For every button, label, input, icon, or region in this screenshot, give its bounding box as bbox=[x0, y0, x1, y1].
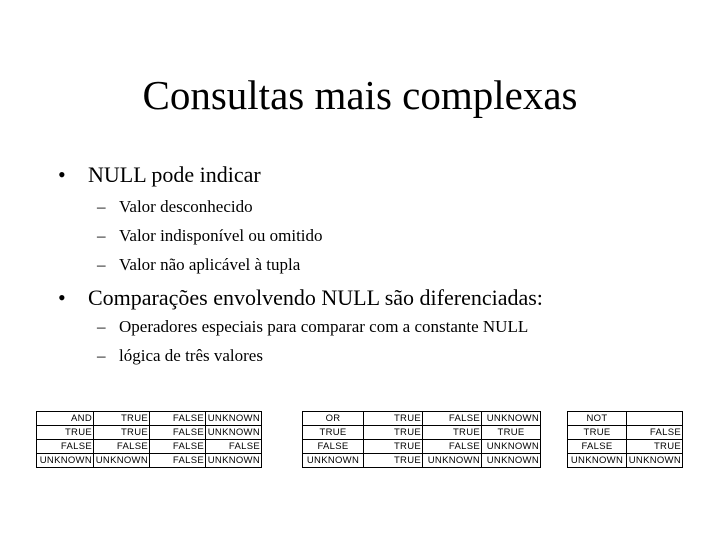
bullet-text: Comparações envolvendo NULL são diferenciadas: bbox=[88, 285, 543, 310]
table-cell: UNKNOWN bbox=[206, 426, 262, 440]
dash: – bbox=[97, 197, 106, 216]
table-cell: FALSE bbox=[206, 440, 262, 454]
table-cell: UNKNOWN bbox=[206, 454, 262, 468]
subitem bbox=[97, 226, 323, 246]
table-row bbox=[37, 454, 262, 468]
table-cell: UNKNOWN bbox=[482, 412, 541, 426]
table-row bbox=[303, 426, 541, 440]
subitem-text: Valor desconhecido bbox=[119, 197, 253, 216]
table-cell: TRUE bbox=[94, 412, 150, 426]
not-truth-table bbox=[567, 411, 683, 468]
table-cell: NOT bbox=[568, 412, 627, 426]
bullet-dot: • bbox=[58, 162, 66, 187]
bullet-dot: • bbox=[58, 285, 66, 310]
subitem bbox=[97, 197, 253, 217]
and-truth-table bbox=[36, 411, 262, 468]
subitem bbox=[97, 317, 528, 337]
subitem-text: lógica de três valores bbox=[119, 346, 263, 365]
table-cell: UNKNOWN bbox=[482, 440, 541, 454]
table-cell: FALSE bbox=[150, 440, 206, 454]
table-cell: FALSE bbox=[423, 440, 482, 454]
table-cell: FALSE bbox=[303, 440, 364, 454]
table-cell: TRUE bbox=[627, 440, 683, 454]
table-cell: TRUE bbox=[364, 454, 423, 468]
table-cell: UNKNOWN bbox=[423, 454, 482, 468]
table-cell: TRUE bbox=[423, 426, 482, 440]
table-row bbox=[303, 440, 541, 454]
table-cell: OR bbox=[303, 412, 364, 426]
table-row bbox=[568, 454, 683, 468]
dash: – bbox=[97, 226, 106, 245]
table-cell: TRUE bbox=[568, 426, 627, 440]
table-cell: TRUE bbox=[364, 440, 423, 454]
table-cell: TRUE bbox=[94, 426, 150, 440]
subitem-text: Operadores especiais para comparar com a constante NULL bbox=[119, 317, 529, 336]
dash: – bbox=[97, 346, 106, 365]
table-cell: UNKNOWN bbox=[568, 454, 627, 468]
bullet-null-comparisons bbox=[58, 285, 543, 311]
table-cell: UNKNOWN bbox=[94, 454, 150, 468]
table-cell: UNKNOWN bbox=[627, 454, 683, 468]
subitem-text: Valor indisponível ou omitido bbox=[119, 226, 323, 245]
table-cell: FALSE bbox=[423, 412, 482, 426]
table-cell: TRUE bbox=[364, 426, 423, 440]
table-cell: AND bbox=[37, 412, 94, 426]
table-row bbox=[37, 412, 262, 426]
slide-title: Consultas mais complexas bbox=[142, 72, 578, 118]
table-cell: UNKNOWN bbox=[37, 454, 94, 468]
table-row bbox=[568, 412, 683, 426]
table-cell: UNKNOWN bbox=[482, 454, 541, 468]
table-cell: UNKNOWN bbox=[303, 454, 364, 468]
table-cell: FALSE bbox=[94, 440, 150, 454]
table-cell: TRUE bbox=[303, 426, 364, 440]
subitem bbox=[97, 346, 263, 366]
dash: – bbox=[97, 255, 106, 274]
or-truth-table bbox=[302, 411, 541, 468]
table-row bbox=[37, 440, 262, 454]
table-cell bbox=[627, 412, 683, 426]
bullet-null-indicates bbox=[58, 162, 261, 188]
dash: – bbox=[97, 317, 106, 336]
table-cell: TRUE bbox=[37, 426, 94, 440]
bullet-text: NULL pode indicar bbox=[88, 162, 261, 187]
table-cell: TRUE bbox=[364, 412, 423, 426]
table-row bbox=[303, 412, 541, 426]
table-row bbox=[568, 440, 683, 454]
table-cell: FALSE bbox=[37, 440, 94, 454]
table-cell: UNKNOWN bbox=[206, 412, 262, 426]
subitem bbox=[97, 255, 300, 275]
table-cell: FALSE bbox=[568, 440, 627, 454]
table-cell: FALSE bbox=[150, 426, 206, 440]
table-cell: TRUE bbox=[482, 426, 541, 440]
table-cell: FALSE bbox=[627, 426, 683, 440]
table-row bbox=[37, 426, 262, 440]
table-row bbox=[568, 426, 683, 440]
table-row bbox=[303, 454, 541, 468]
table-cell: FALSE bbox=[150, 454, 206, 468]
table-cell: FALSE bbox=[150, 412, 206, 426]
subitem-text: Valor não aplicável à tupla bbox=[119, 255, 301, 274]
